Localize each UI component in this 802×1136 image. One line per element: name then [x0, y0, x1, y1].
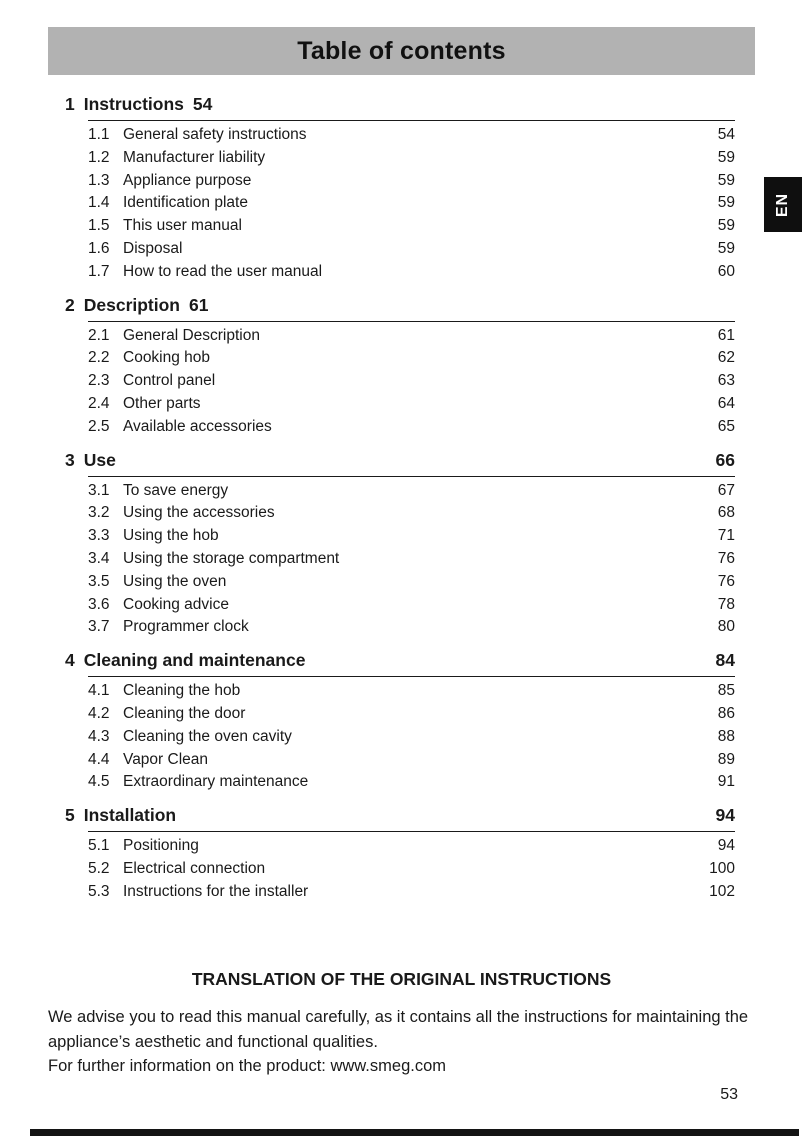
toc-section-rule: [88, 476, 735, 477]
toc-item: [88, 347, 735, 370]
toc-section-page: 66: [715, 449, 735, 470]
toc-item-page: 59: [717, 194, 735, 212]
toc-item-number: 3.6: [88, 595, 110, 613]
toc-item-page: 68: [717, 504, 735, 522]
toc-item-page: 76: [717, 549, 735, 567]
toc-section-body: [88, 676, 735, 794]
toc-item: [88, 858, 735, 881]
toc-item-page: 59: [717, 239, 735, 257]
toc-item: [88, 726, 735, 749]
toc-item: [88, 416, 735, 439]
toc-section-body: [88, 321, 735, 439]
toc-section-heading: [65, 805, 735, 831]
toc-section-body: [88, 476, 735, 640]
toc-item-page: 86: [717, 704, 735, 722]
toc-section-heading: [65, 450, 735, 476]
toc-section-heading: [65, 650, 735, 676]
toc-item-title: Using the accessories: [123, 504, 275, 522]
toc-item-page: 85: [717, 682, 735, 700]
toc-item-number: 4.2: [88, 704, 110, 722]
toc-item-title: Cleaning the door: [123, 704, 246, 722]
toc-section-page: 61: [189, 294, 209, 315]
toc-section-number: 1: [65, 94, 75, 114]
translation-heading: TRANSLATION OF THE ORIGINAL INSTRUCTIONS: [191, 969, 612, 989]
toc-item-title: Instructions for the installer: [123, 882, 309, 900]
toc-item: [88, 771, 735, 794]
toc-item-number: 1.6: [88, 239, 110, 257]
toc-item: [88, 480, 735, 503]
toc-item-page: 59: [717, 171, 735, 189]
toc-item: [88, 124, 735, 147]
toc-section: [65, 94, 735, 284]
toc-section-number: 3: [65, 449, 75, 470]
toc-section-number: 2: [65, 294, 75, 315]
toc-item: [88, 594, 735, 617]
toc-item-number: 3.4: [88, 549, 110, 567]
toc-section: [65, 450, 735, 640]
toc-item-page: 59: [717, 217, 735, 235]
toc-item-title: Cooking advice: [123, 595, 229, 613]
toc-section: [65, 295, 735, 439]
toc-item: [88, 261, 735, 284]
toc-section-title: Instructions: [83, 94, 184, 114]
toc-item-title: Extraordinary maintenance: [123, 773, 309, 791]
toc-item: [88, 571, 735, 594]
page-title: Table of contents: [297, 36, 506, 65]
toc-item-title: Cleaning the oven cavity: [123, 727, 292, 745]
advice-paragraph: We advise you to read this manual carefully, as it contains all the instructions for maintaining the appliance’s aesthetic and functional qualities.: [48, 1008, 749, 1051]
toc-item: [88, 192, 735, 215]
toc-item-page: 94: [717, 837, 735, 855]
toc-item: [88, 325, 735, 348]
toc-section-page: 84: [715, 650, 735, 671]
table-of-contents: [65, 94, 735, 915]
toc-item-page: 67: [717, 481, 735, 499]
toc-item-title: Vapor Clean: [123, 750, 209, 768]
toc-item: [88, 238, 735, 261]
toc-item: [88, 393, 735, 416]
toc-item-number: 1.2: [88, 148, 110, 166]
toc-item-page: 80: [717, 618, 735, 636]
toc-item-page: 102: [709, 882, 735, 900]
toc-item-number: 4.3: [88, 727, 110, 745]
toc-item-page: 71: [717, 527, 735, 545]
toc-item-title: Identification plate: [123, 194, 248, 212]
toc-item-number: 3.2: [88, 504, 110, 522]
toc-section-title: Cleaning and maintenance: [83, 650, 306, 671]
toc-item: [88, 147, 735, 170]
toc-item-number: 2.2: [88, 349, 110, 367]
toc-item: [88, 502, 735, 525]
toc-item-number: 1.4: [88, 194, 110, 212]
toc-item-page: 65: [717, 417, 735, 435]
toc-item-title: This user manual: [123, 217, 242, 235]
language-tab-label: EN: [773, 192, 791, 217]
toc-item-page: 62: [717, 349, 735, 367]
toc-item-page: 91: [717, 773, 735, 791]
toc-item-page: 63: [717, 372, 735, 390]
language-tab: [764, 177, 802, 232]
toc-item-number: 5.3: [88, 882, 110, 900]
toc-item-number: 3.3: [88, 527, 110, 545]
toc-item-page: 60: [717, 262, 735, 280]
toc-item-page: 88: [717, 727, 735, 745]
toc-item-number: 4.1: [88, 682, 110, 700]
toc-item-title: Available accessories: [123, 417, 272, 435]
toc-item-title: General safety instructions: [123, 126, 307, 143]
toc-item-title: Control panel: [123, 372, 216, 390]
toc-item-number: 2.3: [88, 372, 110, 390]
toc-item-title: How to read the user manual: [123, 262, 323, 280]
toc-item-page: 76: [717, 572, 735, 590]
toc-item-title: Using the storage compartment: [123, 549, 340, 567]
toc-section-body: [88, 831, 735, 903]
toc-item-title: Using the oven: [123, 572, 227, 590]
toc-item: [88, 616, 735, 639]
toc-item-number: 1.7: [88, 262, 110, 280]
footer-bar: [30, 1129, 799, 1136]
toc-item-title: Disposal: [123, 239, 183, 257]
toc-item-page: 64: [717, 394, 735, 412]
toc-item: [88, 170, 735, 193]
toc-item: [88, 525, 735, 548]
toc-section-page: 94: [715, 805, 735, 826]
toc-item-number: 4.5: [88, 773, 110, 791]
toc-item-number: 2.5: [88, 417, 110, 435]
toc-item: [88, 835, 735, 858]
toc-item-number: 4.4: [88, 750, 110, 768]
toc-item: [88, 370, 735, 393]
toc-item-title: Other parts: [123, 394, 201, 412]
toc-item-title: Programmer clock: [123, 618, 249, 636]
toc-item-title: Cooking hob: [123, 349, 211, 367]
toc-section-title: Installation: [83, 805, 177, 826]
toc-section: [65, 805, 735, 903]
toc-section-rule: [88, 120, 735, 121]
toc-item-page: 78: [717, 595, 735, 613]
toc-item-number: 2.1: [88, 326, 110, 344]
toc-section-rule: [88, 831, 735, 832]
toc-item-number: 3.5: [88, 572, 110, 590]
toc-section-title: Description: [83, 294, 181, 315]
further-info-line: For further information on the product: www.smeg.com: [48, 1057, 446, 1075]
toc-item-number: 1.3: [88, 171, 110, 189]
toc-item: [88, 749, 735, 772]
toc-item-number: 1.1: [88, 126, 110, 143]
toc-section-title: Use: [83, 449, 116, 470]
toc-item-number: 5.2: [88, 859, 110, 877]
toc-item-title: Electrical connection: [123, 859, 266, 877]
toc-item-title: Positioning: [123, 837, 199, 855]
toc-item-title: Using the hob: [123, 527, 219, 545]
toc-item-page: 59: [717, 148, 735, 166]
toc-item-number: 3.7: [88, 618, 110, 636]
toc-section-heading: [65, 295, 735, 321]
toc-section-page: 54: [192, 94, 213, 114]
toc-item-page: 100: [709, 859, 735, 877]
toc-section-number: 5: [65, 805, 75, 826]
toc-item-title: Appliance purpose: [123, 171, 252, 189]
page-number: 53: [720, 1086, 738, 1103]
toc-item: [88, 680, 735, 703]
toc-item-title: Cleaning the hob: [123, 682, 241, 700]
toc-item-number: 2.4: [88, 394, 110, 412]
toc-item-page: 61: [717, 326, 735, 344]
toc-section-heading: [65, 94, 735, 120]
toc-section: [65, 650, 735, 794]
toc-item-number: 3.1: [88, 481, 110, 499]
toc-item-number: 5.1: [88, 837, 110, 855]
page-header-banner: [48, 27, 755, 75]
toc-item: [88, 881, 735, 904]
toc-item-title: Manufacturer liability: [123, 148, 266, 166]
toc-section-rule: [88, 321, 735, 322]
toc-item-title: General Description: [123, 326, 260, 344]
toc-item: [88, 703, 735, 726]
toc-section-rule: [88, 676, 735, 677]
toc-item-page: 54: [717, 126, 735, 143]
toc-item-title: To save energy: [123, 481, 229, 499]
toc-item: [88, 548, 735, 571]
toc-item-page: 89: [717, 750, 735, 768]
toc-item: [88, 215, 735, 238]
toc-section-body: [88, 120, 735, 284]
toc-item-number: 1.5: [88, 217, 110, 235]
toc-section-number: 4: [65, 650, 75, 671]
